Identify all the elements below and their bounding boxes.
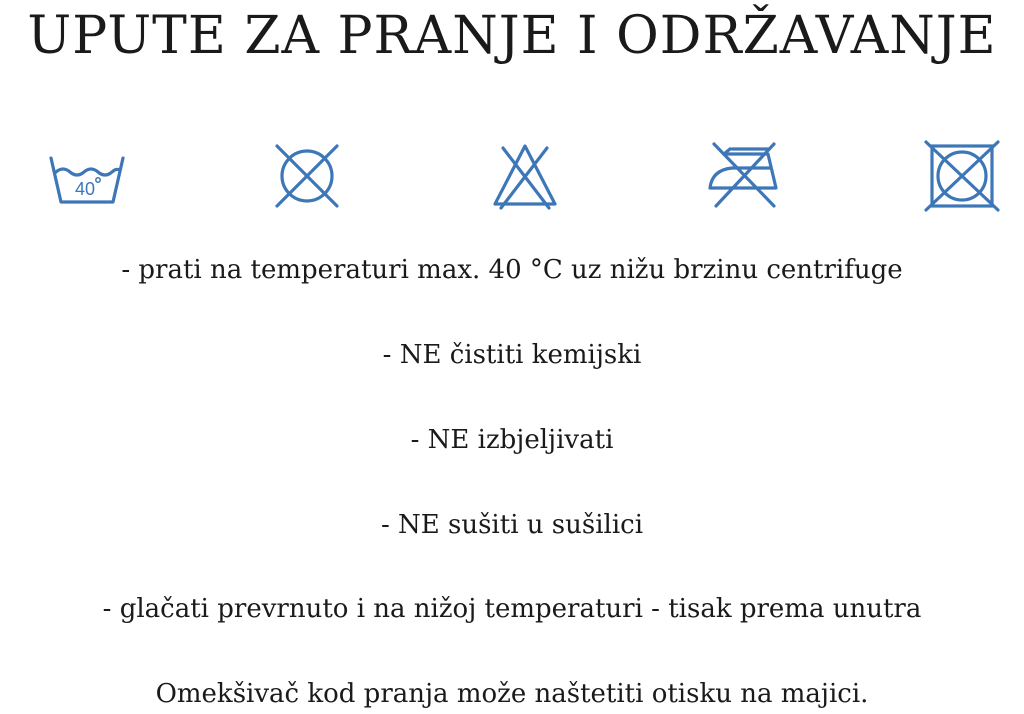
instruction-no-bleach: - NE izbjeljivati — [410, 425, 614, 455]
instruction-ironing: - glačati prevrnuto i na nižoj temperaturi - tisak prema unutra — [102, 594, 922, 624]
iron-low-icon — [702, 140, 786, 214]
care-symbols — [0, 140, 1024, 214]
no-tumble-dry-icon — [920, 140, 1004, 214]
instruction-wash: - prati na temperaturi max. 40 °C uz nižu brzinu centrifuge — [121, 255, 903, 285]
wash-40-icon — [45, 140, 129, 214]
no-bleach-icon — [483, 140, 567, 214]
softener-note: Omekšivač kod pranja može naštetiti otisku na majici. — [155, 679, 869, 709]
page-title: UPUTE ZA PRANJE I ODRŽAVANJE — [27, 6, 997, 66]
instruction-no-dry-clean: - NE čistiti kemijski — [382, 340, 642, 370]
instruction-no-tumble-dry: - NE sušiti u sušilici — [380, 510, 644, 540]
wash-temperature-label: 40 — [75, 179, 96, 199]
no-dry-clean-icon — [265, 140, 349, 214]
